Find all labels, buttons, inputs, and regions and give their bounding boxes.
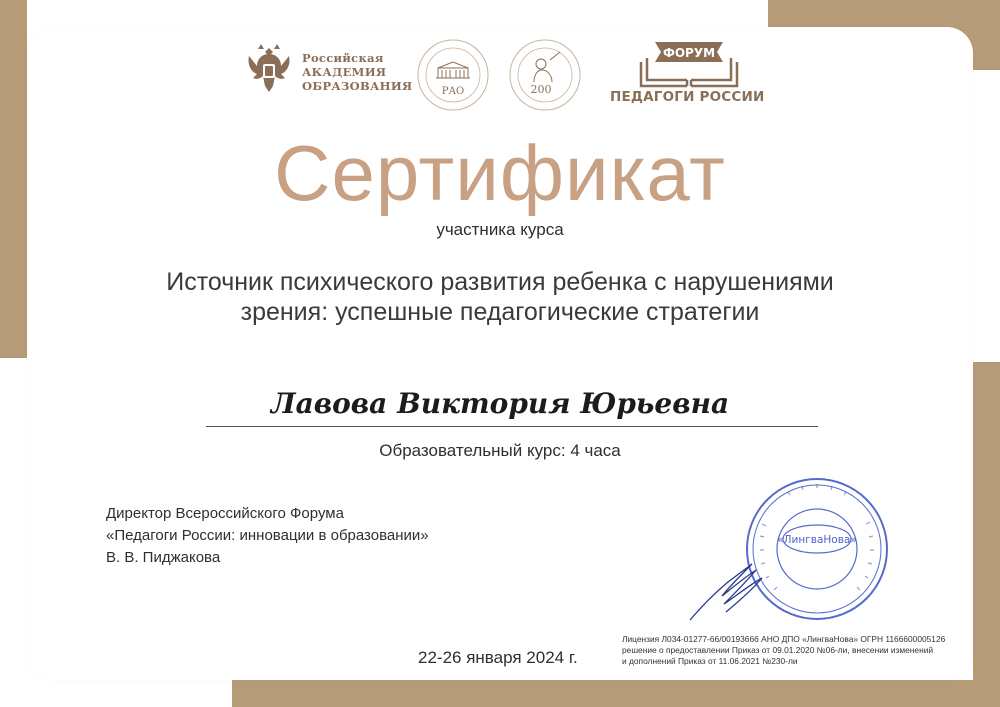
- certificate-title: Сертификат: [274, 129, 726, 217]
- rao-name-line: АКАДЕМИЯ: [302, 65, 387, 79]
- license-line: решение о предоставлении Приказ от 09.01.2020 №06-ли, внесении изменений: [622, 645, 934, 655]
- rao-seal-label: РАО: [441, 86, 465, 97]
- director-line: «Педагоги России: инновации в образовании»: [106, 527, 429, 544]
- director-line: В. В. Пиджакова: [106, 549, 221, 566]
- stamp-center-label: «ЛингваНова»: [777, 534, 857, 546]
- anniversary-seal-icon: [508, 38, 582, 112]
- decor-block-bottom: [232, 680, 1000, 707]
- course-dates: 22-26 января 2024 г.: [418, 648, 578, 667]
- forum-book-icon: [637, 38, 741, 90]
- director-block: [106, 503, 429, 569]
- certificate-subtitle: участника курса: [436, 220, 564, 239]
- course-title: [100, 267, 900, 327]
- license-line: Лицензия Л034-01277-66/00193666 АНО ДПО «ЛингваНова» ОГРН 1166600005126: [622, 634, 946, 644]
- rao-seal-icon: [416, 38, 490, 112]
- rao-name-line: ОБРАЗОВАНИЯ: [302, 79, 413, 93]
- forum-name: ПЕДАГОГИ РОССИИ: [610, 89, 765, 105]
- director-line: Директор Всероссийского Форума: [106, 505, 344, 522]
- recipient-name: Лавова Виктория Юрьевна: [270, 387, 730, 420]
- eagle-emblem-icon: [243, 42, 295, 98]
- recipient-underline: [206, 426, 818, 427]
- forum-badge-label: ФОРУМ: [662, 46, 716, 60]
- rao-name: [302, 51, 412, 93]
- license-line: и дополнений Приказ от 11.06.2021 №230-ли: [622, 656, 798, 666]
- license-info: [622, 634, 967, 667]
- course-title-line: Источник психического развития ребенка с нарушениями: [166, 268, 834, 296]
- anniversary-number: 200: [530, 83, 552, 96]
- director-signature: [682, 556, 772, 626]
- course-hours: Образовательный курс: 4 часа: [379, 441, 621, 460]
- course-title-line: зрения: успешные педагогические стратегии: [240, 298, 760, 326]
- rao-name-line: Российская: [302, 51, 384, 65]
